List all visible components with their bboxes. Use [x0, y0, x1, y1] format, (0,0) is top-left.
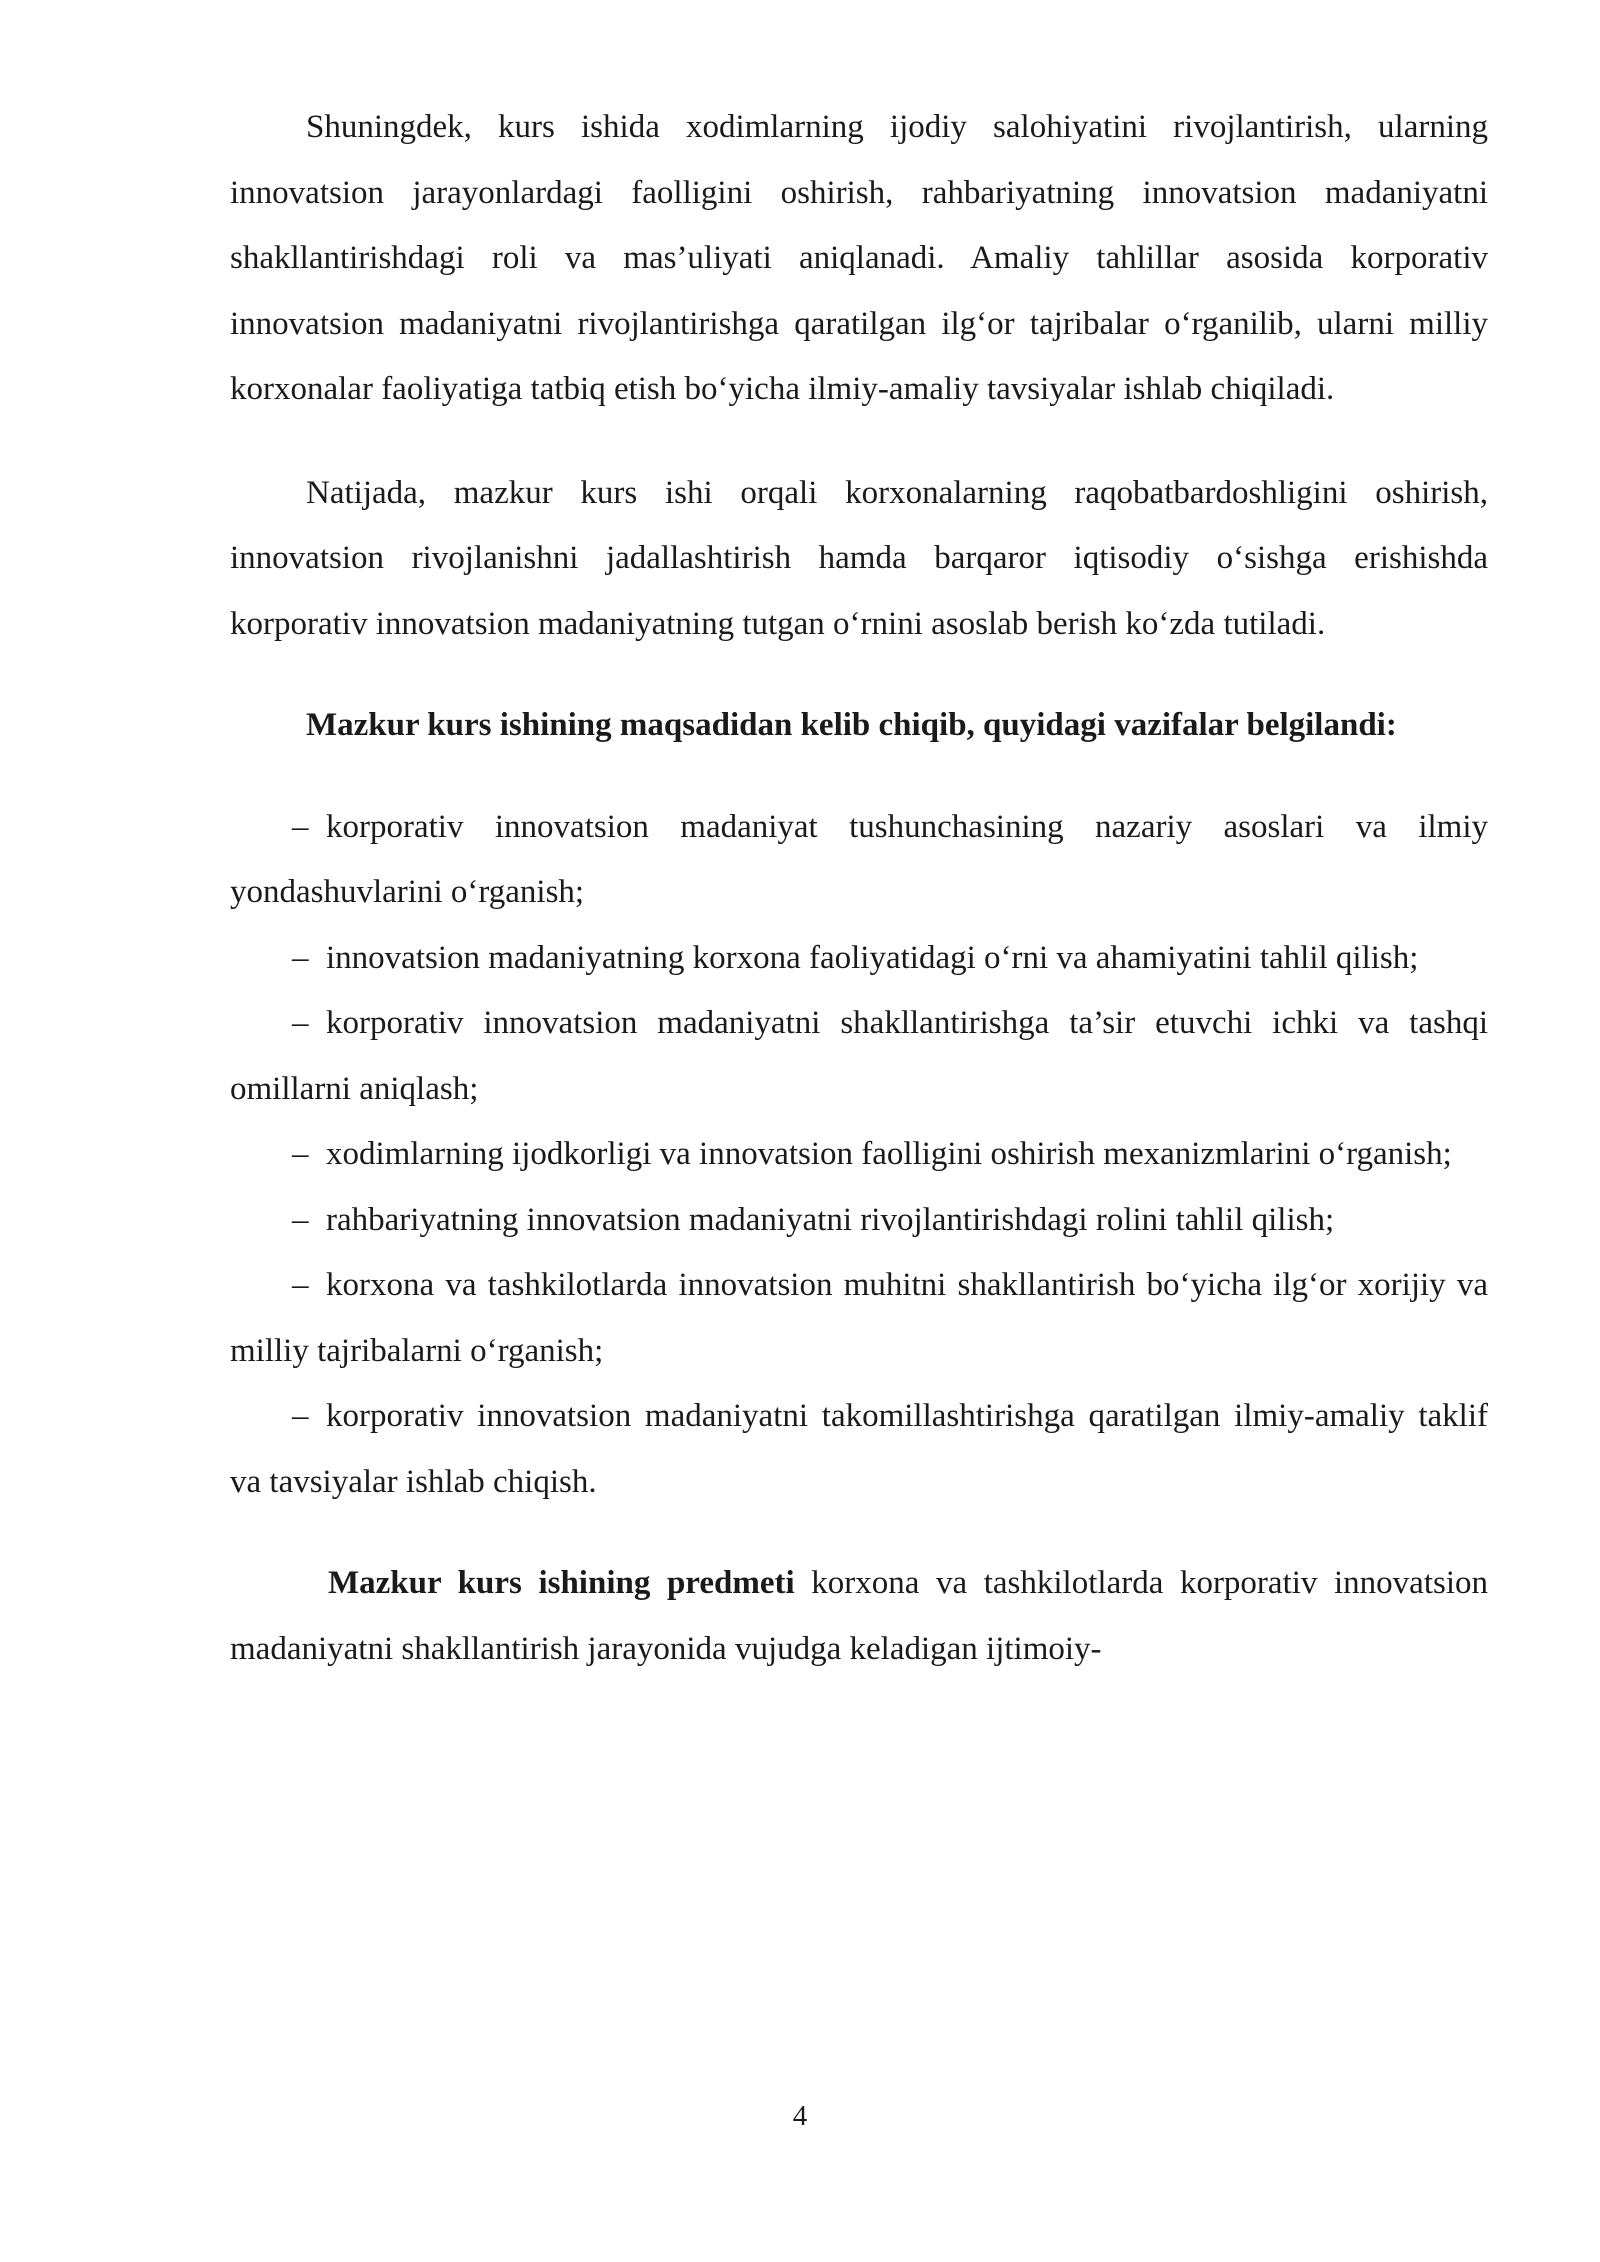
- task-text: korxona va tashkilotlarda innovatsion muhitni shakllantirish bo‘yicha ilg‘or xorijiy va milliy tajribalarni o‘rganish;: [230, 1267, 1488, 1369]
- task-text: korporativ innovatsion madaniyatni takomillashtirishga qaratilgan ilmiy-amaliy taklif va tavsiyalar ishlab chiqish.: [230, 1398, 1488, 1500]
- subject-text: korxona va tashkilotlarda korporativ innovatsion madaniyatni shakllantirish jarayonida vujudga keladigan ijtimoiy-: [230, 1565, 1488, 1667]
- task-text: rahbariyatning innovatsion madaniyatni rivojlantirishdagi rolini tahlil qilish;: [326, 1201, 1335, 1238]
- task-item: [230, 1253, 1488, 1384]
- dash-marker: –: [292, 1005, 309, 1041]
- dash-marker: –: [292, 1398, 309, 1434]
- task-text: korporativ innovatsion madaniyatni shakllantirishga ta’sir etuvchi ichki va tashqi omillarni aniqlash;: [230, 1005, 1488, 1107]
- dash-marker: –: [292, 939, 309, 976]
- tasks-heading: Mazkur kurs ishining maqsadidan kelib chiqib, quyidagi vazifalar belgilandi:: [306, 707, 1397, 743]
- task-item: [230, 1188, 1488, 1254]
- paragraph-subject: [230, 1551, 1488, 1682]
- body-text: [230, 95, 1488, 1682]
- task-item: [230, 926, 1488, 992]
- dash-marker: –: [292, 808, 309, 845]
- task-item: [230, 1384, 1488, 1515]
- tasks-list: [230, 795, 1488, 1516]
- dash-marker: –: [292, 1267, 309, 1303]
- subject-lead: Mazkur kurs ishining predmeti: [328, 1565, 795, 1601]
- paragraph-result: Natijada, mazkur kurs ishi orqali korxonalarning raqobatbardoshligini oshirish, innovatsion rivojlanishni jadallashtirish hamda barqaror iqtisodiy o‘sishga erishishda korporativ innovatsion madaniyatning tutgan o‘rnini asoslab berish ko‘zda tutiladi.: [230, 474, 1488, 642]
- dash-marker: –: [292, 1201, 309, 1238]
- task-text: innovatsion madaniyatning korxona faoliyatidagi o‘rni va ahamiyatini tahlil qilish;: [326, 939, 1419, 976]
- task-text: korporativ innovatsion madaniyat tushunchasining nazariy asoslari va ilmiy yondashuvlarini o‘rganish;: [230, 808, 1488, 910]
- task-text: xodimlarning ijodkorligi va innovatsion faolligini oshirish mexanizmlarini o‘rganish;: [326, 1136, 1452, 1172]
- paragraph-skills: Shuningdek, kurs ishida xodimlarning ijodiy salohiyatini rivojlantirish, ularning innovatsion jarayonlardagi faolligini oshirish, rahbariyatning innovatsion madaniyatni shakllantirishdagi roli va mas’uliyati aniqlanadi. Amaliy tahlillar asosida korporativ innovatsion madaniyatni rivojlantirishga qaratilgan ilg‘or tajribalar o‘rganilib, ularni milliy korxonalar faoliyatiga tatbiq etish bo‘yicha ilmiy-amaliy tavsiyalar ishlab chiqiladi.: [230, 109, 1488, 407]
- task-item: [230, 795, 1488, 926]
- task-item: [230, 991, 1488, 1122]
- task-item: [230, 1122, 1488, 1188]
- dash-marker: –: [292, 1136, 309, 1172]
- page-number: 4: [792, 2100, 808, 2132]
